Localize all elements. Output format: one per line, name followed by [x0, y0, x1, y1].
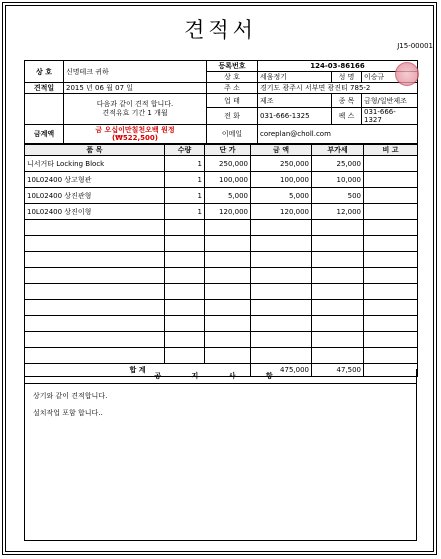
item-row	[25, 156, 418, 172]
tel-label: 전 화	[207, 108, 258, 125]
empty-item-row	[25, 236, 418, 252]
item-remarks	[364, 172, 418, 188]
sum-label: 합 계	[25, 364, 251, 377]
item-qty: 1	[165, 204, 205, 220]
item-qty: 1	[165, 172, 205, 188]
notes-section	[24, 369, 417, 541]
ceo-name: 이승규	[362, 72, 418, 83]
reg-label: 등록번호	[207, 61, 258, 72]
address-label: 주 소	[207, 83, 258, 94]
item-name: 10L02400 상진이형	[25, 204, 165, 220]
item-row	[25, 172, 418, 188]
fax-line-1: 031-666-	[364, 108, 396, 116]
item-unit-price: 100,000	[205, 172, 251, 188]
sum-vat: 47,500	[312, 364, 364, 377]
item-qty: 1	[165, 156, 205, 172]
item-row	[25, 188, 418, 204]
document-number: J15-00001	[397, 42, 433, 50]
supplier-tel: 031-666-1325	[258, 108, 332, 125]
item-remarks	[364, 204, 418, 220]
empty-item-row	[25, 300, 418, 316]
items-table	[24, 144, 418, 377]
note-line: 설치작업 포함 합니다..	[33, 409, 103, 417]
item-vat: 25,000	[312, 156, 364, 172]
total-amount-number: (₩522,500)	[111, 134, 158, 142]
total-amount	[64, 125, 207, 144]
item-name: 10L02400 상고형관	[25, 172, 165, 188]
header-unit-price: 단 가	[205, 145, 251, 156]
fax-label: 팩 스	[332, 108, 362, 125]
item-amount: 250,000	[251, 156, 312, 172]
ceo-label: 성 명	[332, 72, 362, 83]
recipient-name: 신명테크 귀하	[64, 61, 207, 83]
supplier-type: 금형/일반제조	[362, 94, 418, 108]
total-amount-text: 금 오십이만칠천오백 원정	[95, 126, 175, 134]
item-amount: 120,000	[251, 204, 312, 220]
supplier-biz: 제조	[258, 94, 332, 108]
header-table	[24, 60, 418, 144]
item-row	[25, 204, 418, 220]
greeting-line-1: 다음과 같이 견적 합니다.	[96, 100, 174, 108]
empty-item-row	[25, 348, 418, 364]
empty-item-row	[25, 316, 418, 332]
item-vat: 10,000	[312, 172, 364, 188]
item-remarks	[364, 156, 418, 172]
header-remarks: 비 고	[364, 145, 418, 156]
note-line: 상기와 같이 견적합니다.	[33, 392, 108, 400]
recipient-label: 상 호	[25, 61, 64, 83]
greeting	[64, 94, 207, 125]
supplier-email: coreplan@choll.com	[258, 125, 418, 144]
header-amount: 금 액	[251, 145, 312, 156]
item-name: 10L02400 상진관형	[25, 188, 165, 204]
total-amount-label: 금계액	[25, 125, 64, 144]
fax-line-2: 1327	[364, 116, 382, 124]
header-qty: 수량	[165, 145, 205, 156]
item-remarks	[364, 188, 418, 204]
email-label: 이메일	[207, 125, 258, 144]
empty-item-row	[25, 284, 418, 300]
reg-number: 124-03-86166	[258, 61, 418, 72]
empty-item-row	[25, 220, 418, 236]
item-amount: 100,000	[251, 172, 312, 188]
item-unit-price: 250,000	[205, 156, 251, 172]
empty-item-row	[25, 252, 418, 268]
supplier-name: 세움정기	[258, 72, 332, 83]
empty-item-row	[25, 268, 418, 284]
supplier-fax	[362, 108, 418, 125]
header-vat: 부가세	[312, 145, 364, 156]
item-name: 니서거타 Locking Block	[25, 156, 165, 172]
item-amount: 5,000	[251, 188, 312, 204]
document-title: 견적서	[184, 18, 257, 42]
biz-label: 업 태	[207, 94, 258, 108]
item-unit-price: 120,000	[205, 204, 251, 220]
item-qty: 1	[165, 188, 205, 204]
supplier-address: 경기도 광주시 서부면 광진티 785-2	[258, 83, 418, 94]
type-label: 종 목	[332, 94, 362, 108]
company-seal-stamp	[395, 62, 419, 86]
item-unit-price: 5,000	[205, 188, 251, 204]
greeting-line-2: 견적유효 기간 1 개월	[102, 109, 168, 117]
empty-item-row	[25, 332, 418, 348]
item-vat: 12,000	[312, 204, 364, 220]
supplier-name-label: 상 호	[207, 72, 258, 83]
date-label: 견적일	[25, 83, 64, 94]
item-vat: 500	[312, 188, 364, 204]
quote-date: 2015 년 06 월 07 일	[64, 83, 207, 94]
notes-title: 공 지 사 항	[25, 369, 416, 384]
sum-amount: 475,000	[251, 364, 312, 377]
header-item: 품 목	[25, 145, 165, 156]
